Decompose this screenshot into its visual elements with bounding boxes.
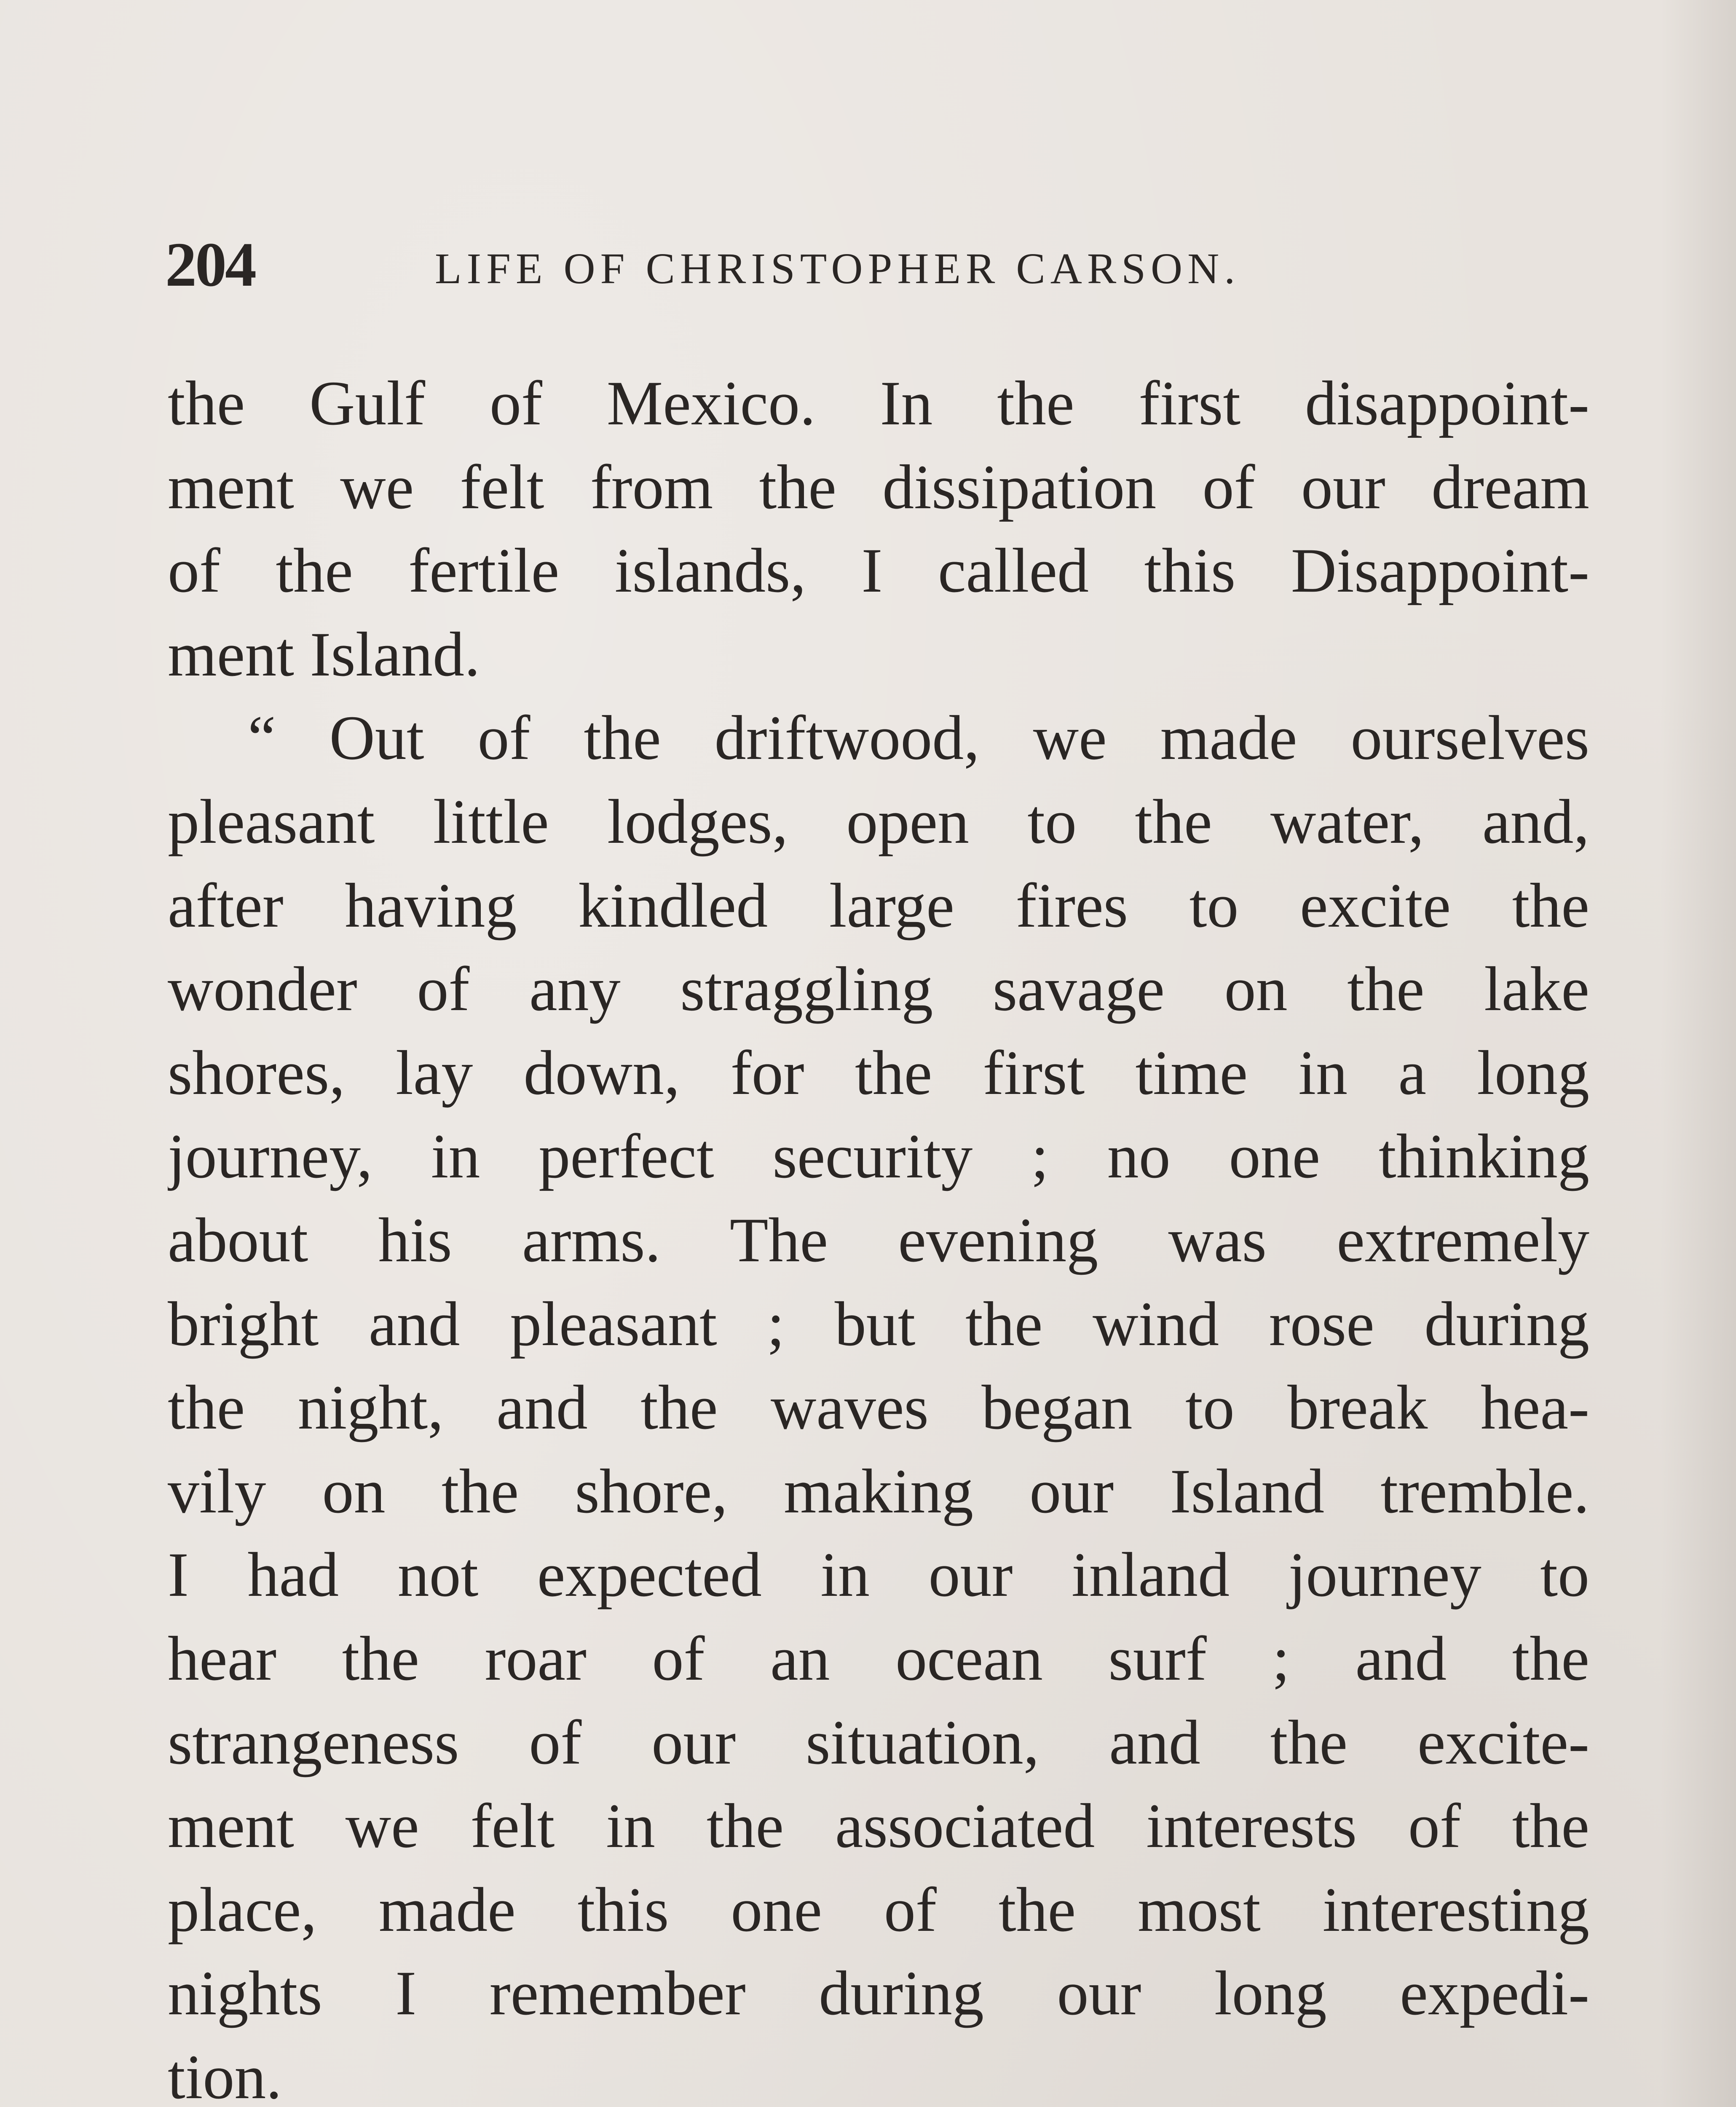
text-line: bright and pleasant ; but the wind rose during xyxy=(168,1289,1589,1359)
text-line: I had not expected in our inland journey to xyxy=(168,1540,1589,1610)
body-text xyxy=(168,362,1589,2107)
text-line: of the fertile islands, I called this Disappoint- xyxy=(168,536,1589,606)
text-line: shores, lay down, for the first time in a long xyxy=(168,1037,1589,1108)
text-line: ment Island. xyxy=(168,619,480,689)
running-head: LIFE OF CHRISTOPHER CARSON. xyxy=(435,244,1240,293)
text-line: tion. xyxy=(168,2042,282,2107)
page-number: 204 xyxy=(165,230,255,300)
text-line: wonder of any straggling savage on the lake xyxy=(168,954,1589,1024)
text-line: ment we felt from the dissipation of our dream xyxy=(168,452,1589,522)
text-line: journey, in perfect security ; no one thinking xyxy=(168,1121,1589,1192)
page-edge-shadow xyxy=(1660,0,1736,2107)
text-line: “ Out of the driftwood, we made ourselves xyxy=(248,703,1589,773)
text-line: pleasant little lodges, open to the water, and, xyxy=(168,786,1589,857)
text-line: place, made this one of the most interesting xyxy=(168,1874,1589,1945)
page-header xyxy=(165,231,1429,298)
text-line: strangeness of our situation, and the excite- xyxy=(168,1707,1589,1777)
text-line: hear the roar of an ocean surf ; and the xyxy=(168,1623,1589,1694)
text-line: nights I remember during our long expedi- xyxy=(168,1958,1589,2029)
text-line: ment we felt in the associated interests of the xyxy=(168,1791,1589,1861)
text-line: the Gulf of Mexico. In the first disappoint- xyxy=(168,368,1589,438)
text-line: vily on the shore, making our Island tremble. xyxy=(168,1456,1589,1526)
text-line: after having kindled large fires to excite the xyxy=(168,870,1589,941)
text-line: the night, and the waves began to break hea- xyxy=(168,1372,1589,1443)
text-line: about his arms. The evening was extremely xyxy=(168,1205,1589,1275)
